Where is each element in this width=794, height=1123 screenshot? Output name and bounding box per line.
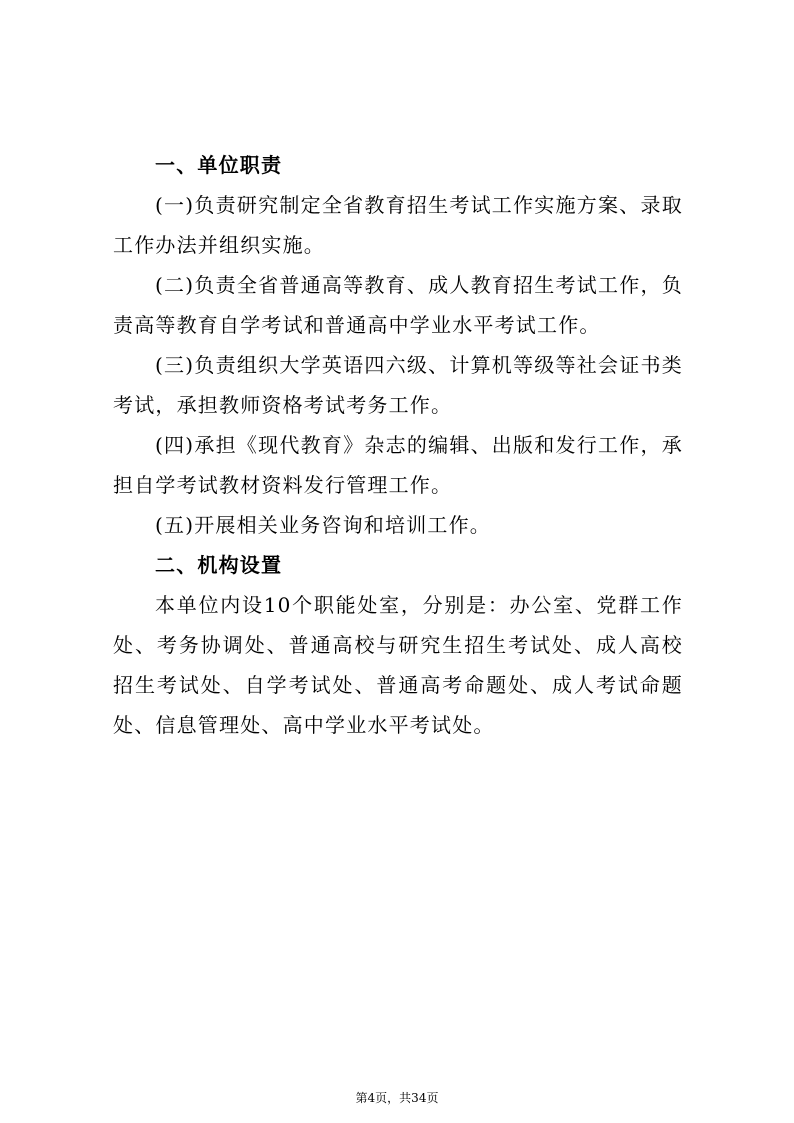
duty-item-5: (五)开展相关业务咨询和培训工作。	[155, 513, 492, 537]
document-body	[113, 145, 683, 745]
page-number-footer: 第4页，共34页	[355, 1091, 439, 1105]
section-heading-duties: 一、单位职责	[155, 153, 283, 177]
duty-item-1: (一)负责研究制定全省教育招生考试工作实施方案、录取工作办法并组织实施。	[113, 193, 683, 257]
organization-paragraph: 本单位内设10个职能处室，分别是：办公室、党群工作处、考务协调处、普通高校与研究生招生考试处、成人高校招生考试处、自学考试处、普通高考命题处、成人考试命题处、信息管理处、高中学业水平考试处。	[113, 593, 683, 737]
duty-item-2: (二)负责全省普通高等教育、成人教育招生考试工作，负责高等教育自学考试和普通高中学业水平考试工作。	[113, 273, 683, 337]
section-heading-organization: 二、机构设置	[155, 553, 283, 577]
duty-item-3: (三)负责组织大学英语四六级、计算机等级等社会证书类考试，承担教师资格考试考务工作。	[113, 353, 683, 417]
duty-item-4: (四)承担《现代教育》杂志的编辑、出版和发行工作，承担自学考试教材资料发行管理工作。	[113, 433, 683, 497]
